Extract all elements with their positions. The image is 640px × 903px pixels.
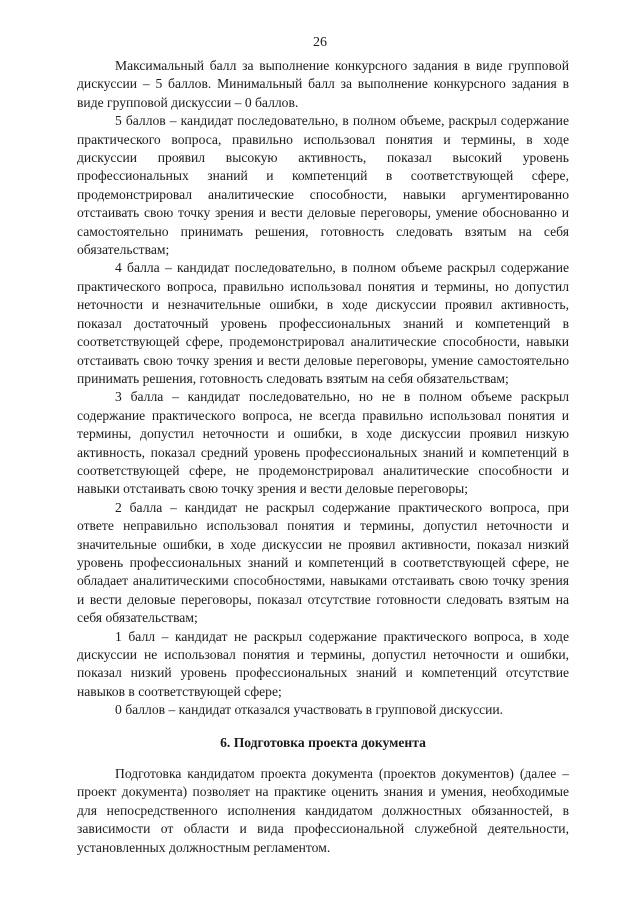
criterion-3-points: 3 балла – кандидат последовательно, но не в полном объеме раскрыл содержание практического вопроса, не всегда правильно использовал понятия и термины, допустил неточности и ошибки, в ходе дискуссии проявил низкую активность, показал средний уровень профессиональных знаний и компетенций в соответствующей сфере, не продемонстрировал аналитические способности и навыки отстаивать свою точку зрения и вести деловые переговоры; [77,389,569,497]
page-content [77,57,569,857]
criterion-5-points: 5 баллов – кандидат последовательно, в полном объеме, раскрыл содержание практического вопроса, правильно использовал понятия и термины, в ходе дискуссии проявил высокую активность, показал высокий уровень профессиональных знаний и компетенций в соответствующей сфере, продемонстрировал аналитические способности, навыки аргументированно отстаивать свою точку зрения и вести деловые переговоры, умение обоснованно и самостоятельно принимать решения, готовность следовать взятым на себя обязательствам; [77,113,569,258]
section-paragraph: Подготовка кандидатом проекта документа (проектов документов) (далее – проект документа) позволяет на практике оценить знания и умения, необходимые для непосредственного исполнения кандидатом должностных обязанностей, в зависимости от области и вида профессиональной служебной деятельности, установленных должностным регламентом. [77,766,569,855]
section-heading: 6. Подготовка проекта документа [220,734,426,750]
criterion-4-points: 4 балла – кандидат последовательно, в полном объеме раскрыл содержание практического вопроса, правильно использовал понятия и термины, но допустил неточности и незначительные ошибки, в ходе дискуссии проявил активность, показал достаточный уровень профессиональных знаний и компетенций в соответствующей сфере, продемонстрировал аналитические способности, навыки отстаивать свою точку зрения и вести деловые переговоры, умение самостоятельно принимать решения, готовность следовать взятым на себя обязательствам; [77,260,569,386]
intro-paragraph: Максимальный балл за выполнение конкурсного задания в виде групповой дискуссии – 5 баллов. Минимальный балл за выполнение конкурсного задания в виде групповой дискуссии – 0 баллов. [77,58,569,110]
page-number: 26 [313,35,327,50]
criterion-1-point: 1 балл – кандидат не раскрыл содержание практического вопроса, в ходе дискуссии не использовал понятия и термины, допустил неточности и ошибки, показал низкий уровень профессиональных знаний и компетенций отсутствие навыков в соответствующей сфере; [77,628,569,699]
criterion-2-points: 2 балла – кандидат не раскрыл содержание практического вопроса, при ответе неправильно использовал понятия и термины, допустил неточности и значительные ошибки, в ходе дискуссии не проявил активности, показал низкий уровень профессиональных знаний и компетенций в соответствующей сфере, не обладает аналитическими способностями, навыками отстаивать свою точку зрения и вести деловые переговоры, показал отсутствие готовности следовать взятым на себя обязательствам; [77,499,569,626]
criterion-0-points: 0 баллов – кандидат отказался участвовать в групповой дискуссии. [115,702,504,718]
